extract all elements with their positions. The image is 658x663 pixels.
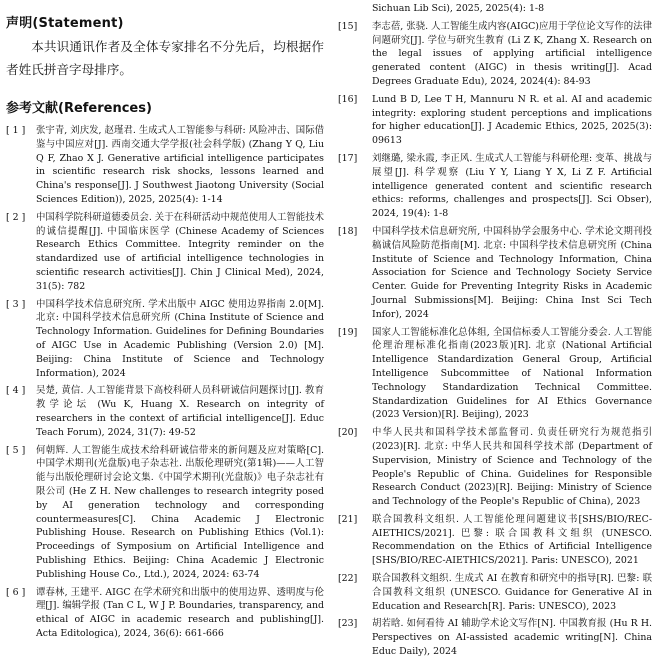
reference-item [6, 211, 324, 294]
reference-number: [20] [338, 427, 358, 439]
reference-number: [16] [338, 93, 358, 105]
reference-item [338, 225, 652, 322]
reference-text: 胡若晗. 如何看待 AI 辅助学术论文写作[N]. 中国教育报 (Hu R H. Perspectives on AI-assisted academic writing[N]. China Educ Daily), 2024 [372, 618, 652, 658]
reference-text: 中国科学技术信息研究所, 中国科协学会服务中心. 学术论文期刊投稿诚信风险防范指南[M]. 北京: 中国科学技术信息研究所 (China Institute of Science and Technology Information, China Association for Science and Technology Society Service Center. Guide for Preventing Integrity Risks in Academic Journal Submissions[M]. Beijing: China Inst Sci Tech Infor), 2024 [372, 225, 652, 320]
reference-number: [ 5 ] [6, 444, 26, 456]
reference-text: 刘继璐, 梁永霞, 李正风. 生成式人工智能与科研伦理: 变革、挑战与展望[J]. 科学观察 (Liu Y Y, Liang Y X, Li Z F. Artificial intelligence generated content and scientific research ethics: reforms, challenges and prospects[J]. Sci Obser), 2024, 19(4): 1-8 [372, 152, 652, 220]
reference-text: 中国科学院科研道德委员会. 关于在科研活动中规范使用人工智能技术的诚信提醒[J]. 中国临床医学 (Chinese Academy of Sciences Research Ethics Committee. Integrity reminder on the standardized use of artificial intelligence technologies in scientific research activities[J]. Chin J Clinical Med), 2024, 31(5): 782 [36, 211, 324, 292]
reference-number: [23] [338, 618, 358, 630]
reference-number: [17] [338, 152, 358, 164]
reference-number: [18] [338, 225, 358, 237]
reference-text: 李志蓓, 张骁. 人工智能生成内容(AIGC)应用于学位论文写作的法律问题研究[J]. 学位与研究生教育 (Li Z K, Zhang X. Research on the legal issues of applying artificial intelligence generated content (AIGC) in thesis writing[J]. Acad Degrees Graduate Edu), 2024, 2024(4): 84-93 [372, 20, 652, 87]
reference-item [338, 426, 652, 509]
reference-number: [ 4 ] [6, 385, 26, 397]
reference-number: [ 3 ] [6, 298, 26, 310]
statement-heading: 声明(Statement) [6, 16, 124, 31]
reference-item [338, 152, 652, 221]
reference-item [338, 20, 652, 89]
reference-item [6, 298, 324, 381]
reference-text: 中华人民共和国科学技术部监督司. 负责任研究行为规范指引(2023)[R]. 北京: 中华人民共和国科学技术部 (Department of Supervision, Ministry of Science and Technology of the People's Republic of China. Guidelines for Responsible Research Conduct (2023)[R]. Beijing: Ministry of Science and Technology of the People's Republic of China), 2023 [372, 427, 652, 508]
reference-text: 张宇青, 刘庆发, 赵瑾君. 生成式人工智能参与科研: 风险冲击、国际借鉴与中国应对[J]. 西南交通大学学报(社会科学版) (Zhang Y Q, Liu Q F, Zhao X J. Generative artificial intelligence participates in scientific research risk shocks, lessons learned and China's response[J]. J Southwest Jiaotong University (Social Sciences Edition)), 2025, 2025(4): 1-14 [36, 125, 324, 205]
reference-number: [22] [338, 573, 358, 585]
reference-text: 何朝辉. 人工智能生成技术给科研诚信带来的新问题及应对策略[C]. 中国学术期刊(光盘版)电子杂志社. 出版伦理研究(第1辑)——人工智能与出版伦理研讨会论文集.《中国学术期刊(光盘版)》电子杂志社有限公司 (He Z H. New challenges to research integrity posed by AI generation technology and corresponding countermeasures[C]. China Academic J Electronic Publishing House. Research on Publishing Ethics (Vol.1): Proceedings of Symposium on Artificial Intelligence and Publishing Ethics. Beijing: China Academic J Electronic Publishing House Co., Ltd.), 2024, 2024: 63-74 [36, 444, 324, 580]
reference-item [338, 93, 652, 148]
right-column [338, 0, 652, 663]
reference-number: [ 6 ] [6, 586, 26, 598]
reference-text: 中国科学技术信息研究所. 学术出版中 AIGC 使用边界指南 2.0[M]. 北京: 中国科学技术信息研究所 (China Institute of Science and Technology Information. Guidelines for Defining Boundaries of AIGC Use in Academic Publishing (Version 2.0) [M]. Beijing: China Institute of Science and Technology Information), 2024 [36, 298, 324, 379]
reference-text: 谭春林, 王建平. AIGC 在学术研究和出版中的使用边界、透明度与伦理[J]. 编辑学报 (Tan C L, W J P. Boundaries, transparency, and ethical of AIGC in academic research and publishing[J]. Acta Editologica), 2024, 36(6): 661-666 [36, 586, 324, 639]
reference-number: [ 2 ] [6, 211, 26, 223]
reference-text: 联合国教科文组织. 人工智能伦理问题建议书[SHS/BIO/REC-AIETHICS/2021]. 巴黎: 联合国教科文组织 (UNESCO. Recommendation on the Ethics of Artificial Intelligence [SHS/BIO/REC-AIETHICS/2021]. Paris: UNESCO), 2021 [372, 513, 652, 567]
left-column [6, 0, 324, 645]
reference-text: Lund B D, Lee T H, Mannuru N R. et al. AI and academic integrity: exploring student perceptions and implications for higher education[J]. J Academic Ethics, 2025, 2025(3): 09613 [372, 93, 652, 147]
reference-number: [ 1 ] [6, 125, 26, 136]
reference-item [6, 444, 324, 582]
reference-item [338, 326, 652, 423]
reference-number: [21] [338, 513, 358, 525]
reference-text: 吴楚, 黄信. 人工智能背景下高校科研人员科研诚信问题探讨[J]. 教育教学论坛 (Wu K, Huang X. Research on integrity of researchers in the context of artificial intelligence[J]. Educ Teach Forum), 2024, 31(7): 49-52 [36, 385, 324, 438]
reference-item [6, 124, 324, 207]
reference-item [6, 384, 324, 439]
reference-number: [19] [338, 326, 358, 338]
reference-item [6, 586, 324, 641]
reference-item [338, 617, 652, 658]
reference-text: 国家人工智能标准化总体组, 全国信标委人工智能分委会. 人工智能伦理治理标准化指南(2023版)[R]. 北京 (National Artificial Intelligence Standardization General Group, Artificial Intelligence Subcommittee of National Information Technology Standardization Technical Committee. Standardization Guidelines for AI Ethics Governance (2023 Version)[R]. Beijing), 2023 [372, 326, 652, 421]
references-heading: 参考文献(References) [6, 101, 152, 116]
reference-number: [15] [338, 20, 358, 32]
reference-list-right [338, 20, 652, 659]
statement-body: 本共识通讯作者及全体专家排名不分先后，均根据作者姓氏拼音字母排序。 [6, 39, 324, 77]
reference-text: 联合国教科文组织. 生成式 AI 在教育和研究中的指导[R]. 巴黎: 联合国教科文组织 (UNESCO. Guidance for Generative AI in Education and Research[R]. Paris: UNESCO), 2023 [372, 573, 652, 612]
reference-list-left [6, 124, 324, 641]
reference-continuation: Sichuan Lib Sci), 2025, 2025(4): 1-8 [372, 3, 545, 14]
reference-item [338, 513, 652, 568]
